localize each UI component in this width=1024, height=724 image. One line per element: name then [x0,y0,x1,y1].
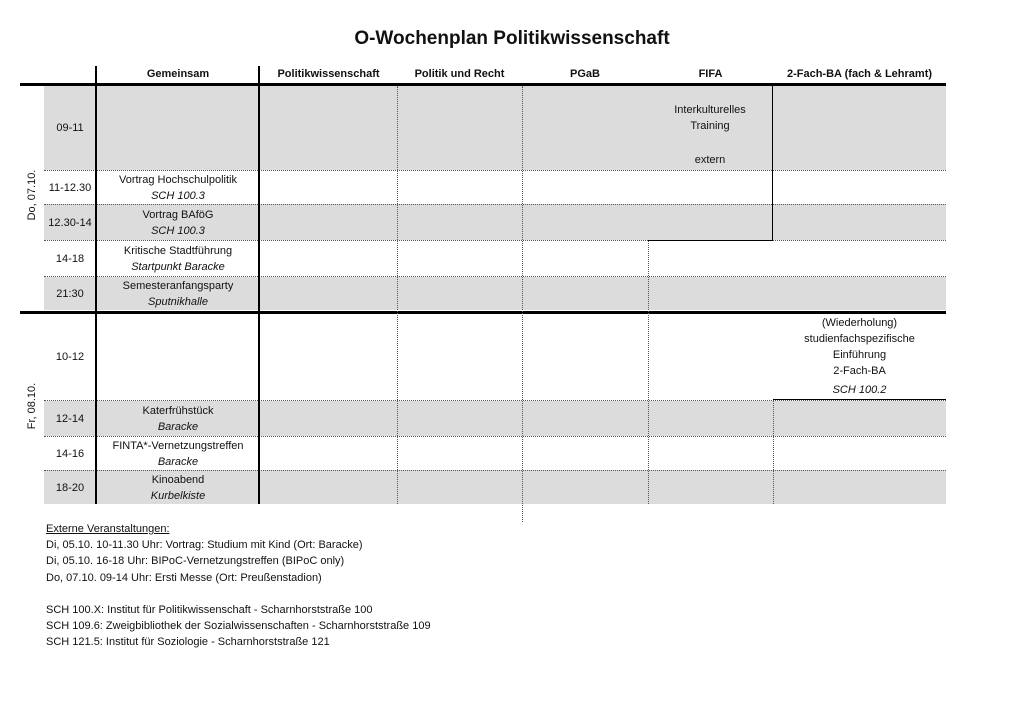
event-title: FINTA*-Vernetzungstreffen [112,439,244,452]
column-divider [522,86,523,522]
event-location: SCH 100.3 [151,224,205,237]
external-event-item: Do, 07.10. 09-14 Uhr: Ersti Messe (Ort: Preußenstadion) [46,571,322,584]
event-cell [97,401,259,436]
day-label-thursday: Do, 07.10. [26,169,38,221]
zweifach-event-location: SCH 100.2 [832,384,887,396]
column-header-gemeinsam: Gemeinsam [146,68,210,80]
event-cell [97,205,259,240]
event-cell [97,241,259,276]
day-label-friday: Fr, 08.10. [26,382,38,430]
column-header-fifa: FIFA [698,68,723,80]
event-cell [97,437,259,470]
event-title: Katerfrühstück [142,404,214,417]
time-cell: 11-12.30 [48,181,92,194]
event-location: Baracke [157,420,199,433]
fifa-event-line: Training [690,120,730,132]
fifa-event-note: extern [694,154,726,166]
zweifach-event-line: Einführung [832,349,887,361]
location-legend-item: SCH 109.6: Zweigbibliothek der Sozialwissenschaften - Scharnhorststraße 109 [46,620,431,633]
event-location: Startpunkt Baracke [131,260,225,273]
zweifach-event-line: (Wiederholung) [821,317,898,329]
zweifach-event-block [773,314,946,400]
event-title: Kinoabend [151,473,205,486]
column-divider [648,240,649,504]
time-cell: 14-16 [55,447,85,460]
event-cell [97,471,259,504]
fifa-event-block [648,86,773,241]
time-cell: 18-20 [55,481,85,494]
event-location: SCH 100.3 [151,189,205,202]
time-cell: 21:30 [56,287,84,300]
column-divider [397,86,398,504]
notes-section [46,521,431,650]
external-event-item: Di, 05.10. 16-18 Uhr: BIPoC-Vernetzungstreffen (BIPoC only) [46,555,345,568]
fifa-event-line: Interkulturelles [674,104,746,116]
event-title: Kritische Stadtführung [123,244,233,257]
event-location: Baracke [157,455,199,468]
row-band [44,86,946,170]
table-top-rule [20,83,946,86]
time-cell: 12-14 [55,412,85,425]
page-title: O-Wochenplan Politikwissenschaft [354,28,670,49]
event-cell [97,277,259,310]
event-title: Vortrag BAföG [142,208,214,221]
location-legend-item: SCH 100.X: Institut für Politikwissenschaft - Scharnhorststraße 100 [46,603,373,616]
event-location: Kurbelkiste [150,489,206,502]
location-legend-item: SCH 121.5: Institut für Soziologie - Scharnhorststraße 121 [46,636,330,649]
zweifach-event-line: studienfachspezifische [804,333,915,345]
time-cell: 12.30-14 [48,216,92,229]
zweifach-event-line: 2-Fach-BA [833,365,886,377]
column-divider [773,400,774,504]
event-location: Sputnikhalle [148,295,208,308]
event-cell [97,171,259,204]
column-header-politikwissenschaft: Politikwissenschaft [277,68,380,80]
time-cell: 09-11 [56,122,84,134]
column-header-2-fach-ba: 2-Fach-BA (fach & Lehramt) [786,68,933,80]
external-events-heading: Externe Veranstaltungen: [46,523,170,535]
time-cell: 10-12 [55,351,85,363]
event-title: Vortrag Hochschulpolitik [118,173,237,186]
time-cell: 14-18 [55,252,85,265]
external-event-item: Di, 05.10. 10-11.30 Uhr: Vortrag: Studium mit Kind (Ort: Baracke) [46,539,363,552]
event-title: Semesteranfangsparty [122,279,234,292]
column-header-politik-und-recht: Politik und Recht [414,68,505,80]
column-header-pgab: PGaB [570,68,600,80]
